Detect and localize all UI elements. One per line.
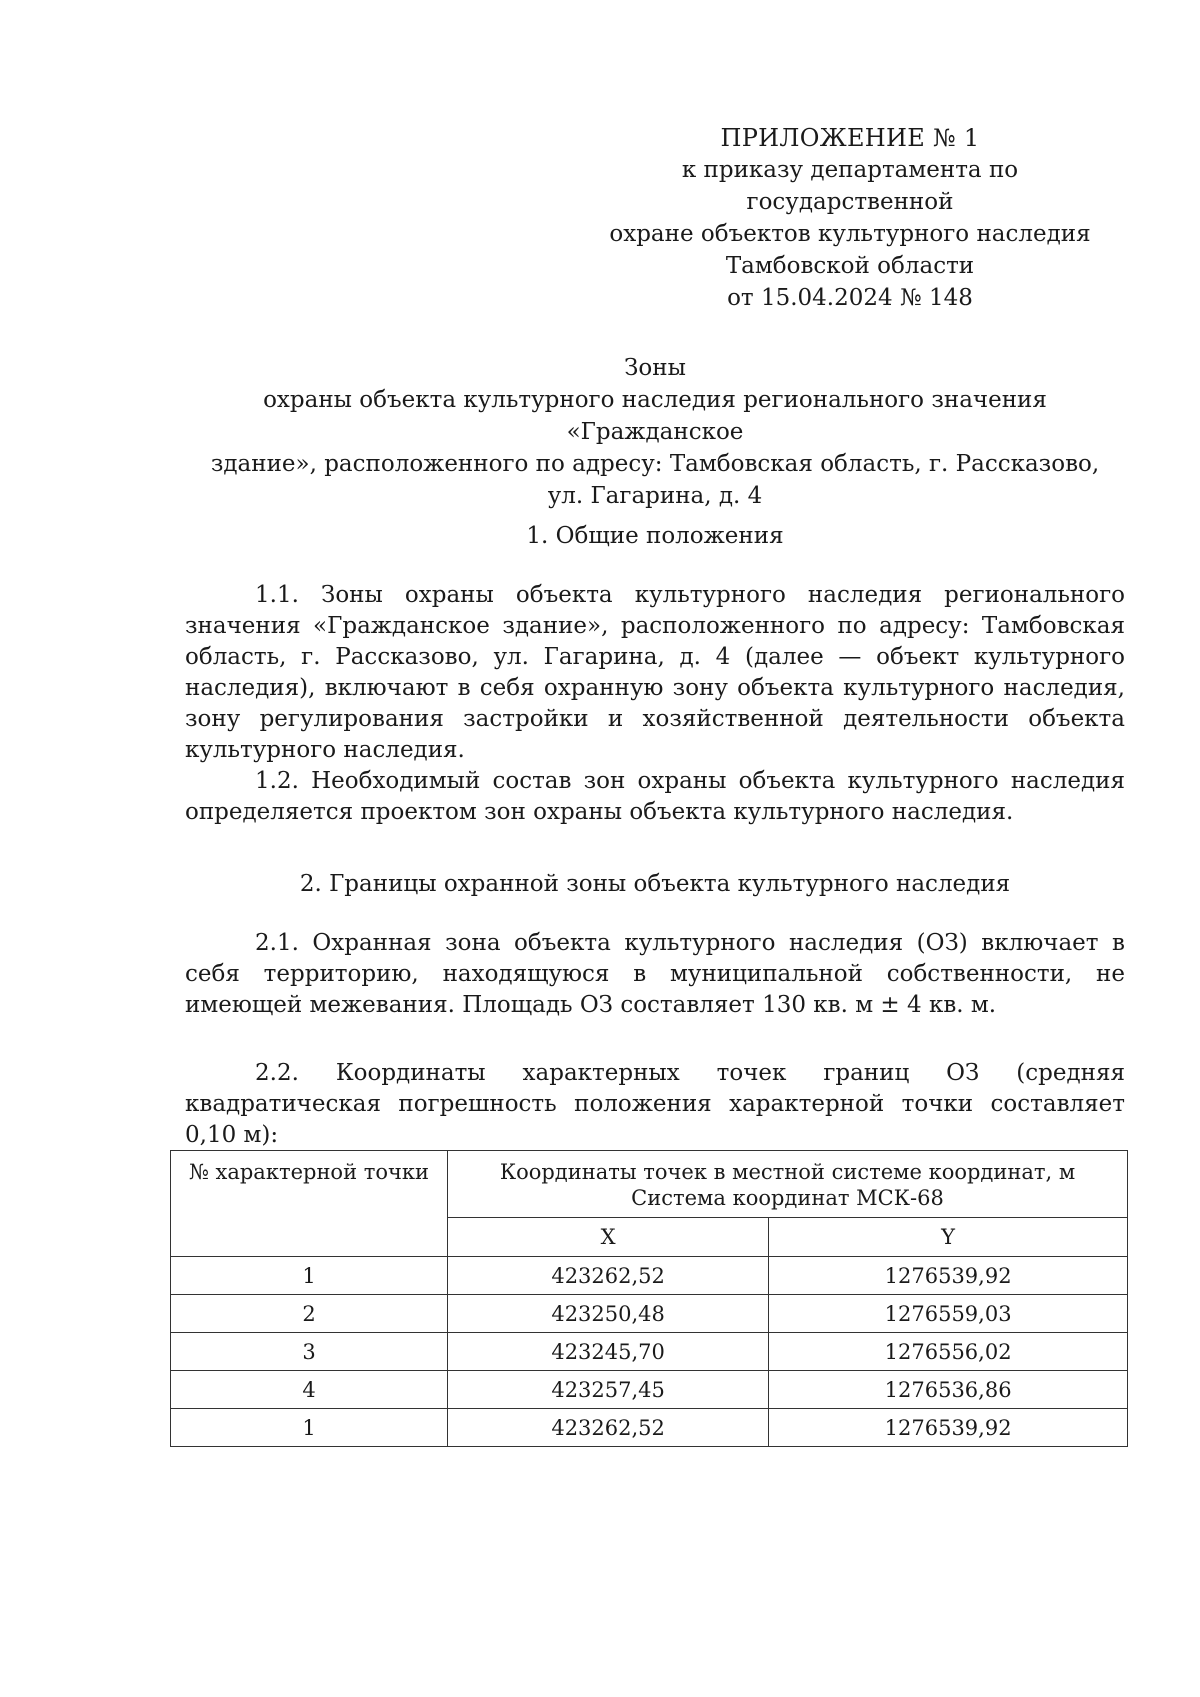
- title-line: охраны объекта культурного наследия регионального значения «Гражданское: [263, 387, 1047, 445]
- paragraph-2-2: 2.2. Координаты характерных точек границ ОЗ (средняя квадратическая погрешность положения характерной точки составляет 0,10 м):: [185, 1060, 1125, 1148]
- header-x: X: [448, 1218, 769, 1257]
- cell-x: 423257,45: [448, 1371, 769, 1409]
- cell-y: 1276556,02: [769, 1333, 1128, 1371]
- cell-point: 3: [171, 1333, 448, 1371]
- header-y: Y: [769, 1218, 1128, 1257]
- cell-point: 2: [171, 1295, 448, 1333]
- cell-y: 1276559,03: [769, 1295, 1128, 1333]
- cell-point: 1: [171, 1257, 448, 1295]
- paragraph-1-2: 1.2. Необходимый состав зон охраны объекта культурного наследия определяется проектом зон охраны объекта культурного наследия.: [185, 768, 1125, 825]
- title-line: здание», расположенного по адресу: Тамбовская область, г. Рассказово,: [210, 451, 1100, 477]
- appendix-line: охране объектов культурного наследия: [609, 221, 1091, 247]
- table-row: [171, 1371, 1128, 1409]
- cell-point: 4: [171, 1371, 448, 1409]
- cell-x: 423262,52: [448, 1409, 769, 1447]
- title-line: Зоны: [624, 355, 686, 381]
- document-title: [185, 352, 1125, 512]
- title-line: ул. Гагарина, д. 4: [547, 483, 763, 509]
- appendix-heading: ПРИЛОЖЕНИЕ № 1: [720, 124, 980, 152]
- header-point-number: № характерной точки: [171, 1151, 448, 1257]
- cell-y: 1276536,86: [769, 1371, 1128, 1409]
- table-row: [171, 1333, 1128, 1371]
- cell-x: 423245,70: [448, 1333, 769, 1371]
- appendix-line: к приказу департамента по государственной: [681, 157, 1019, 215]
- header-coordinates-line: Координаты точек в местной системе координат, м: [499, 1160, 1076, 1184]
- table-row: [171, 1409, 1128, 1447]
- section-2-title: 2. Границы охранной зоны объекта культурного наследия: [299, 871, 1011, 897]
- appendix-line: Тамбовской области: [725, 253, 975, 279]
- cell-y: 1276539,92: [769, 1257, 1128, 1295]
- table-row: [171, 1295, 1128, 1333]
- appendix-header: [580, 122, 1120, 314]
- coordinates-table: [170, 1150, 1128, 1447]
- header-coordinate-system: Система координат МСК-68: [631, 1186, 944, 1210]
- section-1-title: 1. Общие положения: [526, 523, 784, 549]
- header-coordinates: [448, 1151, 1128, 1218]
- table-row: [171, 1257, 1128, 1295]
- cell-point: 1: [171, 1409, 448, 1447]
- appendix-date-number: от 15.04.2024 № 148: [727, 285, 973, 311]
- cell-x: 423250,48: [448, 1295, 769, 1333]
- paragraph-1-1: 1.1. Зоны охраны объекта культурного наследия регионального значения «Гражданское здание», расположенного по адресу: Тамбовская область, г. Рассказово, ул. Гагарина, д. 4 (далее — объект культурного наследия), включают в себя охранную зону объекта культурного наследия, зону регулирования застройки и хозяйственной деятельности объекта культурного наследия.: [185, 582, 1125, 763]
- cell-x: 423262,52: [448, 1257, 769, 1295]
- paragraph-2-1: 2.1. Охранная зона объекта культурного наследия (ОЗ) включает в себя территорию, находящуюся в муниципальной собственности, не имеющей межевания. Площадь ОЗ составляет 130 кв. м ± 4 кв. м.: [185, 930, 1125, 1018]
- cell-y: 1276539,92: [769, 1409, 1128, 1447]
